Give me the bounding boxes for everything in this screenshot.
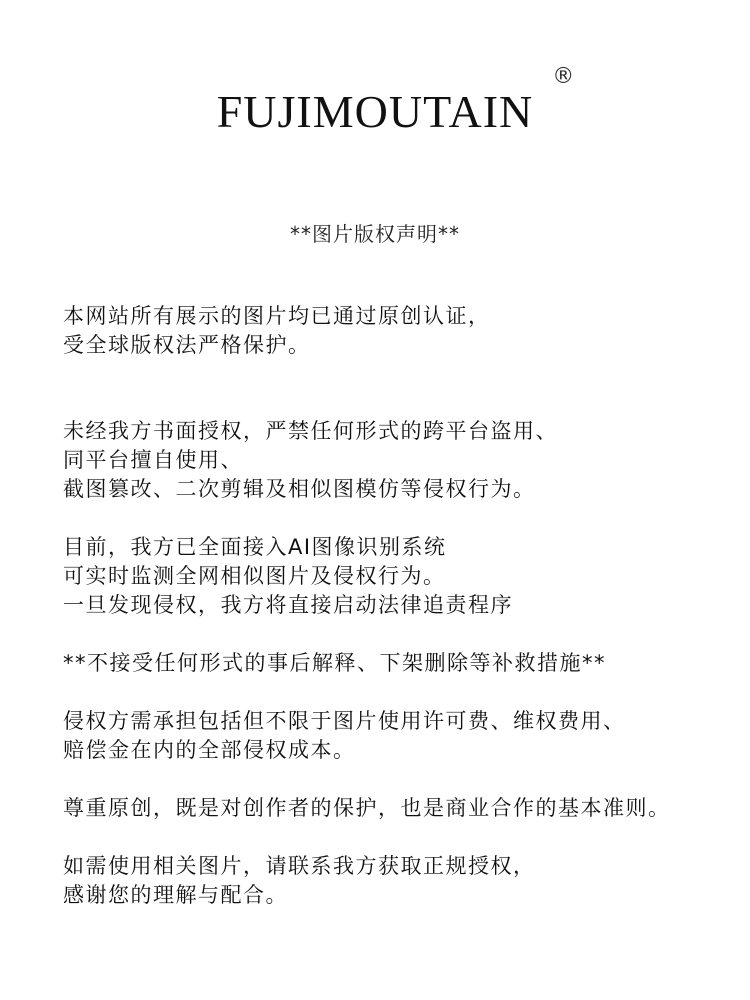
paragraph-line: 未经我方书面授权，严禁任何形式的跨平台盗用、 [63,419,558,443]
paragraph-line: 受全球版权法严格保护。 [63,333,311,357]
paragraph-line: 感谢您的理解与配合。 [63,883,288,907]
paragraph-line: 截图篡改、二次剪辑及相似图模仿等侵权行为。 [63,477,536,501]
paragraph-line: 同平台擅自使用、 [63,448,243,472]
paragraph-line: 目前，我方已全面接入AI图像识别系统 [63,535,447,559]
paragraph-line: 尊重原创，既是对创作者的保护，也是商业合作的基本准则。 [63,796,671,820]
notice-body [63,302,743,910]
paragraph-spacer [63,823,743,852]
paragraph-line: 如需使用相关图片，请联系我方获取正规授权， [63,854,536,878]
paragraph-monitoring [63,533,743,620]
paragraph-line: 一旦发现侵权，我方将直接启动法律追责程序 [63,593,513,617]
paragraph-no-remedies [63,649,743,678]
paragraph-contact [63,852,743,910]
paragraph-liability [63,707,743,765]
paragraph-line: 本网站所有展示的图片均已通过原创认证， [63,304,491,328]
brand-header [0,64,750,139]
paragraph-line: 赔偿金在内的全部侵权成本。 [63,738,356,762]
paragraph-respect [63,794,743,823]
paragraph-line: 侵权方需承担包括但不限于图片使用许可费、维权费用、 [63,709,626,733]
paragraph-originality [63,302,743,360]
paragraph-spacer [63,620,743,649]
registered-trademark-icon: ® [552,64,576,89]
paragraph-line: **不接受任何形式的事后解释、下架删除等补救措施** [63,651,606,675]
paragraph-spacer [63,504,743,533]
paragraph-line: 可实时监测全网相似图片及侵权行为。 [63,564,446,588]
brand-name: FUJIMOUTAIN [216,86,534,137]
brand-logo-text [216,64,576,139]
notice-title: **图片版权声明** [290,222,460,246]
paragraph-spacer [63,765,743,794]
paragraph-spacer [63,678,743,707]
paragraph-prohibitions [63,417,743,504]
paragraph-spacer [63,360,743,417]
